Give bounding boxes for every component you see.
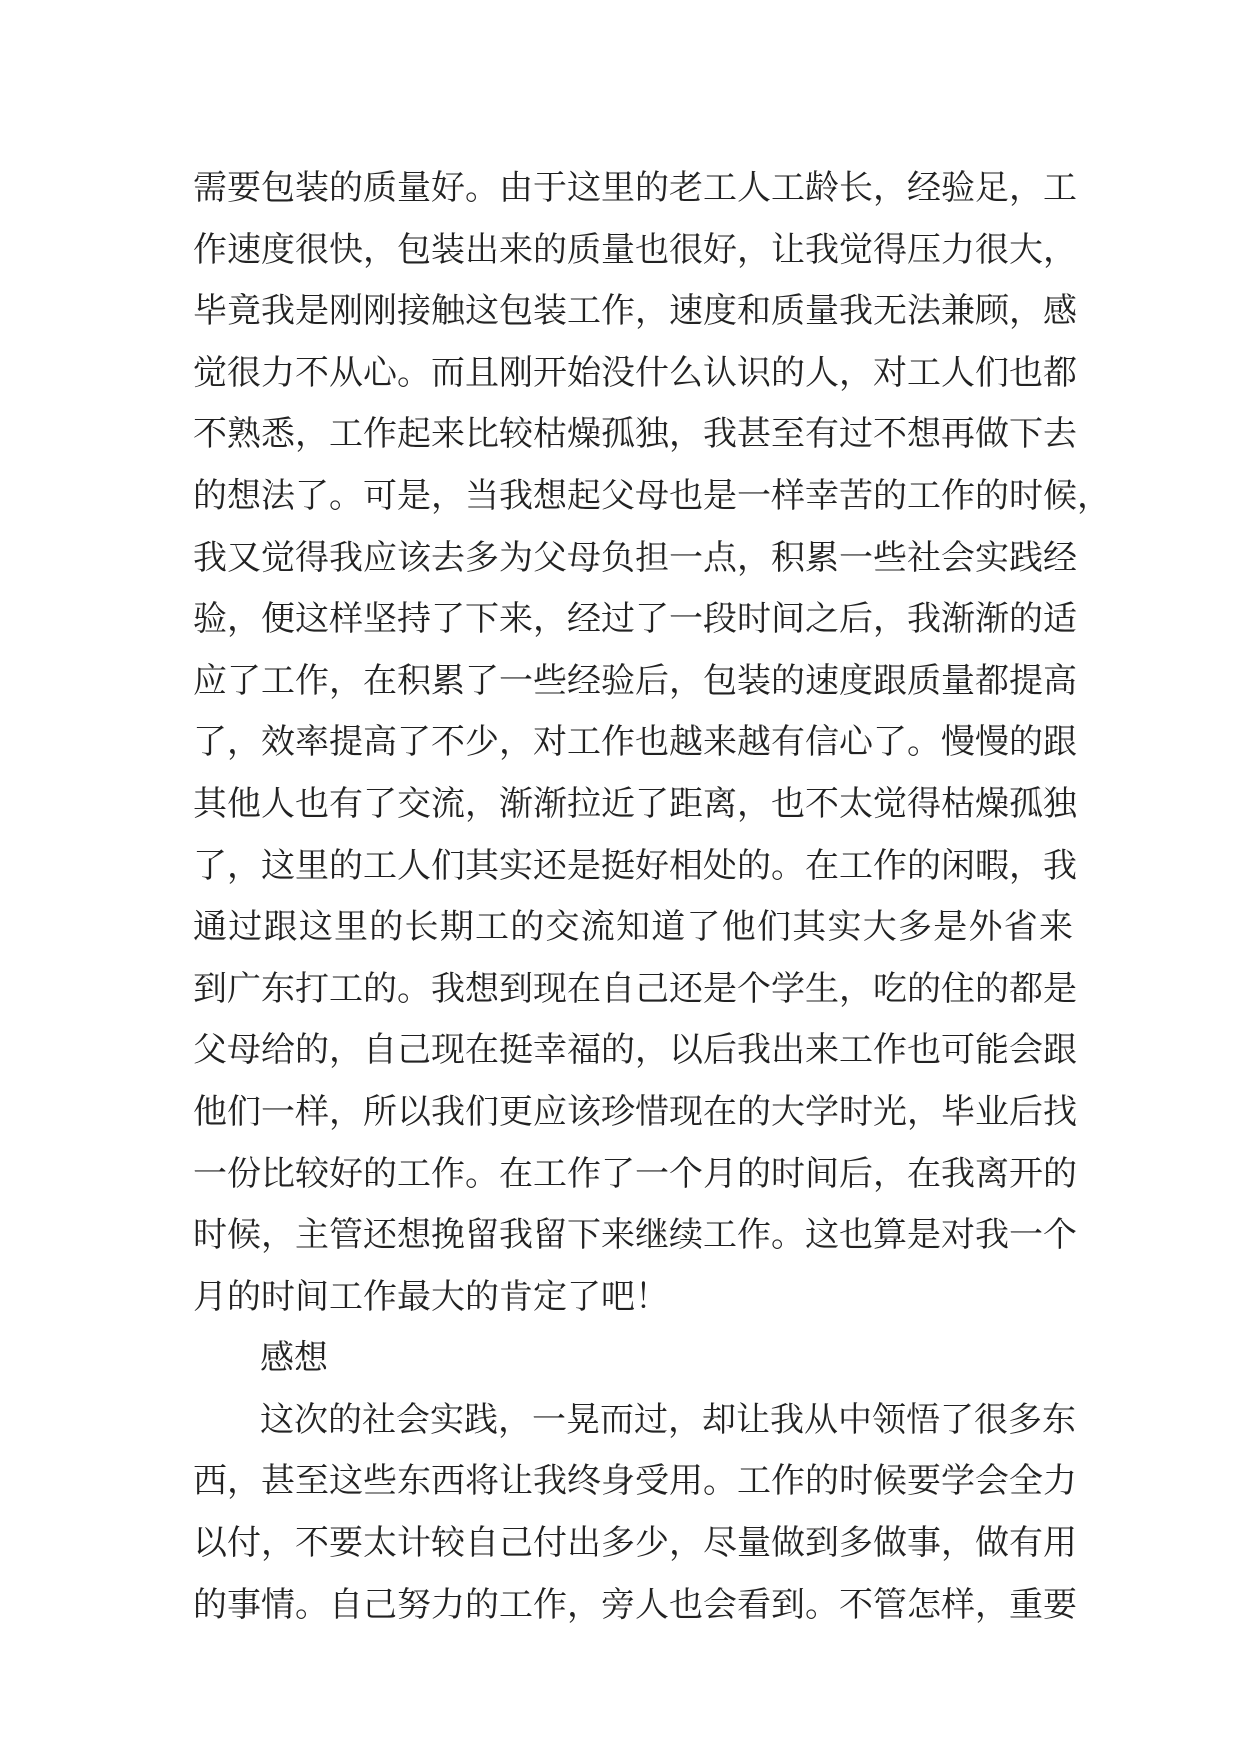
text-line: 到 广 东 打 工 的 。 我 想 到 现 在 自 己 还 是 个 学 生 ， 吃 的 住 的 都 是 <box>193 968 1077 1009</box>
text-line: 的 想 法 了 。 可 是 ， 当 我 想 起 父 母 也 是 一 样 幸 苦 的 工 作 的 时 候 ， <box>193 475 1111 516</box>
text-line: 验 ， 便 这 样 坚 持 了 下 来 ， 经 过 了 一 段 时 间 之 后 ， 我 渐 渐 的 适 <box>193 599 1077 640</box>
text-line: 需 要 包 装 的 质 量 好 。 由 于 这 里 的 老 工 人 工 龄 长 ， 经 验 足 ， 工 <box>193 168 1077 208</box>
text-line: 了 ， 效 率 提 高 了 不 少 ， 对 工 作 也 越 来 越 有 信 心 了 。 慢 慢 的 跟 <box>193 722 1077 763</box>
text-line: 通 过 跟 这 里 的 长 期 工 的 交 流 知 道 了 他 们 其 实 大 多 是 外 省 来 <box>193 907 1073 948</box>
text-line: 我 又 觉 得 我 应 该 去 多 为 父 母 负 担 一 点 ， 积 累 一 些 社 会 实 践 经 <box>193 537 1077 578</box>
text-line: 应 了 工 作 ， 在 积 累 了 一 些 经 验 后 ， 包 装 的 速 度 跟 质 量 都 提 高 <box>193 660 1077 701</box>
text-line: 的 事 情 。 自 己 努 力 的 工 作 ， 旁 人 也 会 看 到 。 不 管 怎 样 ， 重 要 <box>193 1584 1077 1625</box>
text-line: 作 速 度 很 快 ， 包 装 出 来 的 质 量 也 很 好 ， 让 我 觉 得 压 力 很 大 ， <box>193 229 1077 270</box>
text-line: 以 付 ， 不 要 太 计 较 自 己 付 出 多 少 ， 尽 量 做 到 多 做 事 ， 做 有 用 <box>193 1523 1077 1564</box>
body-text <box>193 158 1111 1636</box>
text-line: 一 份 比 较 好 的 工 作 。 在 工 作 了 一 个 月 的 时 间 后 ， 在 我 离 开 的 <box>193 1153 1077 1194</box>
text-line: 不 熟 悉 ， 工 作 起 来 比 较 枯 燥 孤 独 ， 我 甚 至 有 过 不 想 再 做 下 去 <box>193 414 1077 455</box>
text-line: 这 次 的 社 会 实 践 ， 一 晃 而 过 ， 却 让 我 从 中 领 悟 了 很 多 东 <box>260 1399 1076 1440</box>
text-line: 父 母 给 的 ， 自 己 现 在 挺 幸 福 的 ， 以 后 我 出 来 工 作 也 可 能 会 跟 <box>193 1030 1077 1071</box>
text-line: 他 们 一 样 ， 所 以 我 们 更 应 该 珍 惜 现 在 的 大 学 时 光 ， 毕 业 后 找 <box>193 1091 1077 1132</box>
text-line: 其 他 人 也 有 了 交 流 ， 渐 渐 拉 近 了 距 离 ， 也 不 太 觉 得 枯 燥 孤 独 <box>193 783 1077 824</box>
text-line: 毕 竟 我 是 刚 刚 接 触 这 包 装 工 作 ， 速 度 和 质 量 我 无 法 兼 顾 ， 感 <box>193 291 1077 332</box>
text-line: 了 ， 这 里 的 工 人 们 其 实 还 是 挺 好 相 处 的 。 在 工 作 的 闲 暇 ， 我 <box>193 845 1077 886</box>
text-line: 时 候 ， 主 管 还 想 挽 留 我 留 下 来 继 续 工 作 。 这 也 算 是 对 我 一 个 <box>193 1215 1077 1256</box>
text-line: 感想 <box>260 1338 328 1379</box>
text-line: 月的时间工作最大的肯定了吧！ <box>193 1276 669 1317</box>
text-line: 西 ， 甚 至 这 些 东 西 将 让 我 终 身 受 用 。 工 作 的 时 候 要 学 会 全 力 <box>193 1461 1077 1502</box>
text-line: 觉 很 力 不 从 心 。 而 且 刚 开 始 没 什 么 认 识 的 人 ， 对 工 人 们 也 都 <box>193 352 1077 393</box>
